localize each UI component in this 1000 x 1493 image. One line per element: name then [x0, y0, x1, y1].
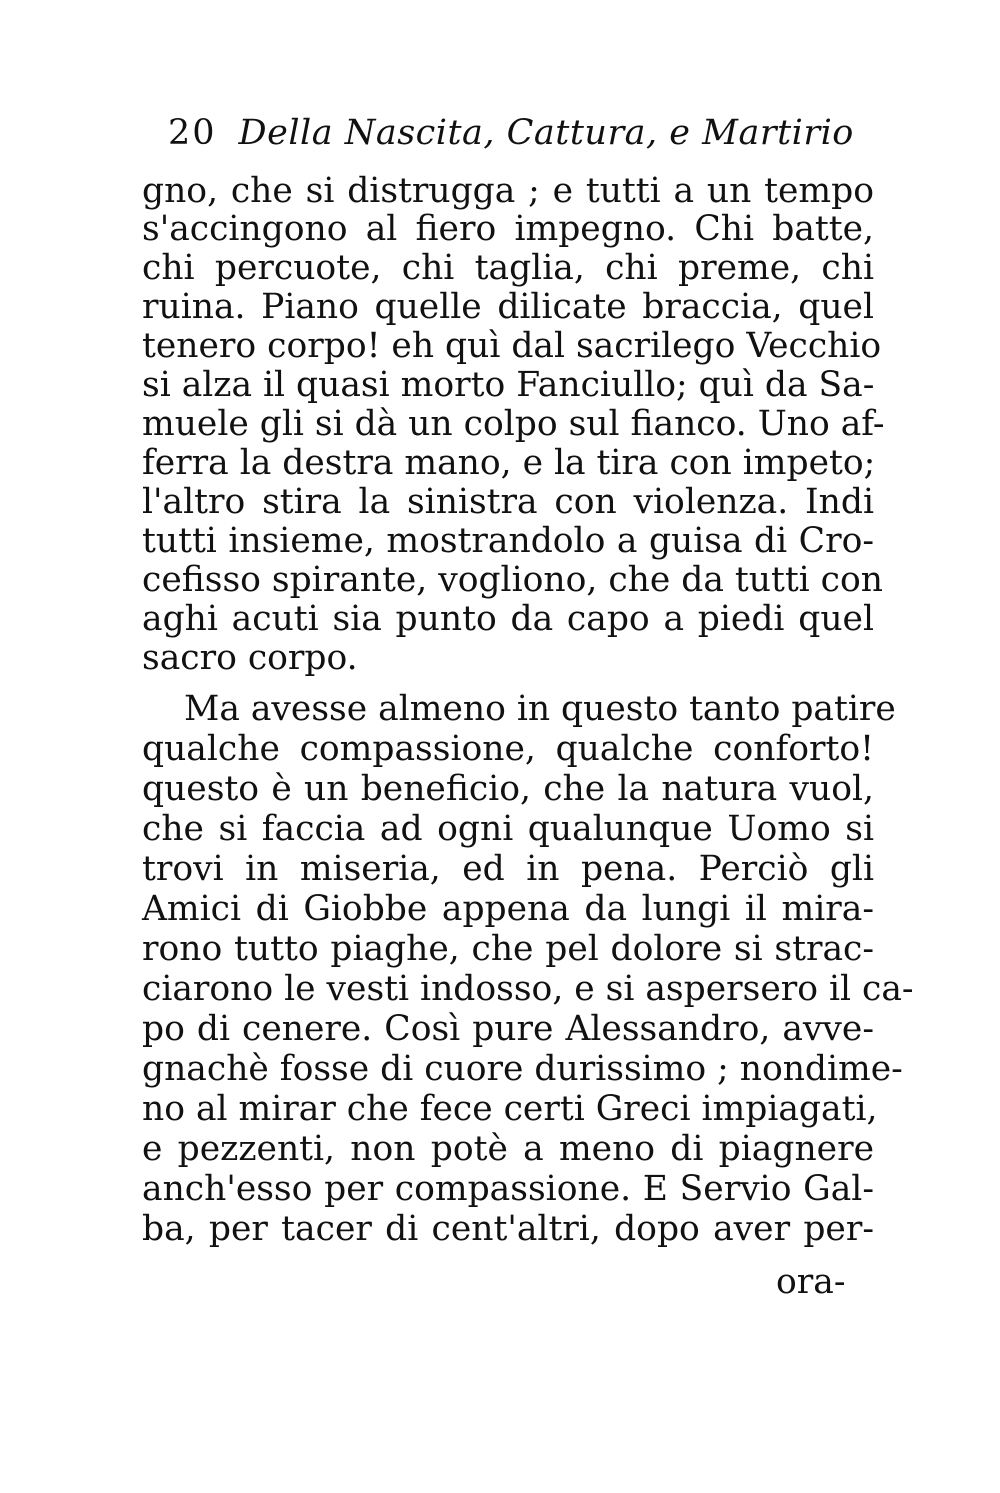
text-line: che si faccia ad ogni qualunque Uomo si — [142, 809, 874, 849]
text-line: no al mirar che fece certi Greci impiagati, — [142, 1089, 878, 1129]
text-line: muele gli si dà un colpo sul fianco. Uno af- — [142, 404, 885, 444]
text-line: po di cenere. Così pure Alessandro, avve- — [142, 1009, 874, 1049]
text-line: gnachè fosse di cuore durissimo ; nondime- — [142, 1049, 903, 1089]
text-line: sacro corpo. — [142, 638, 358, 678]
text-line: e pezzenti, non potè a meno di piagnere — [142, 1129, 874, 1169]
text-line: si alza il quasi morto Fanciullo; quì da Sa- — [142, 365, 875, 405]
text-line: ba, per tacer di cent'altri, dopo aver per- — [142, 1209, 874, 1249]
page-number: 20 — [168, 113, 217, 153]
catchword: ora- — [776, 1262, 846, 1302]
paragraph-start-line: Ma avesse almeno in questo tanto patire — [184, 689, 896, 729]
text-line: ferra la destra mano, e la tira con impeto; — [142, 443, 876, 483]
text-line: ciarono le vesti indosso, e si aspersero il ca- — [142, 969, 914, 1009]
text-line: anch'esso per compassione. E Servio Gal- — [142, 1169, 874, 1209]
text-line: chi percuote, chi taglia, chi preme, chi — [142, 248, 874, 288]
text-line: tutti insieme, mostrandolo a guisa di Cro- — [142, 521, 874, 561]
text-line: Amici di Giobbe appena da lungi il mira- — [142, 889, 874, 929]
text-line: qualche compassione, qualche conforto! — [142, 729, 874, 769]
text-line: tenero corpo! eh quì dal sacrilego Vecchio — [142, 326, 882, 366]
text-line: l'altro stira la sinistra con violenza. Indi — [142, 482, 874, 522]
text-line: s'accingono al fiero impegno. Chi batte, — [142, 209, 874, 249]
running-title: Della Nascita, Cattura, e Martirio — [238, 113, 854, 153]
text-line: cefisso spirante, vogliono, che da tutti con — [142, 560, 883, 600]
text-line: gno, che si distrugga ; e tutti a un tempo — [142, 171, 874, 211]
text-line: aghi acuti sia punto da capo a piedi quel — [142, 599, 874, 639]
text-line: rono tutto piaghe, che pel dolore si strac- — [142, 929, 874, 969]
text-line: ruina. Piano quelle dilicate braccia, quel — [142, 287, 874, 327]
text-line: questo è un beneficio, che la natura vuol, — [142, 769, 874, 809]
text-line: trovi in miseria, ed in pena. Perciò gli — [142, 849, 874, 889]
